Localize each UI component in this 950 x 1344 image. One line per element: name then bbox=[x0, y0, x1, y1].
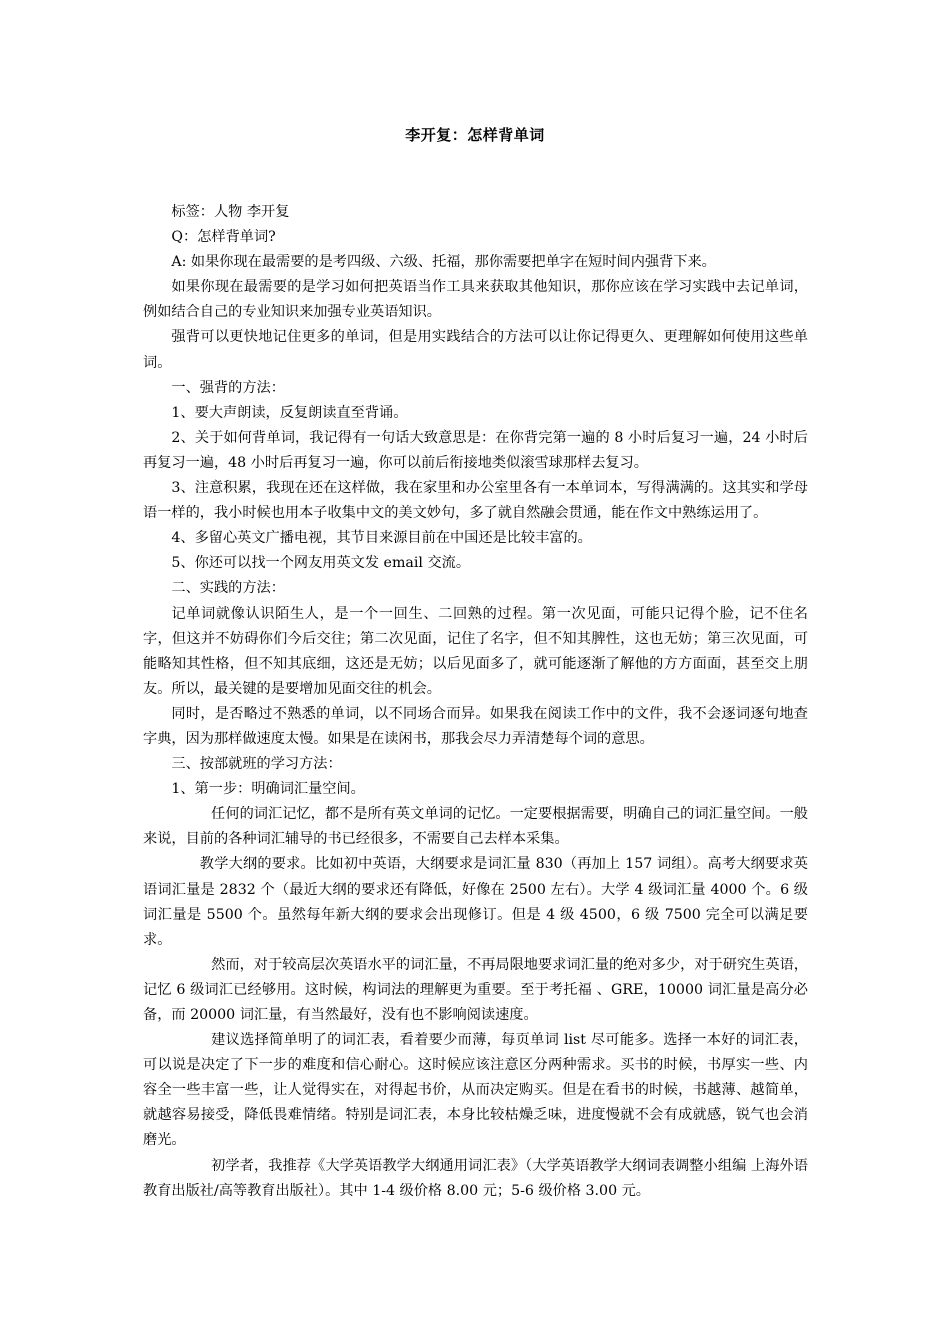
paragraph: 同时，是否略过不熟悉的单词，以不同场合而异。如果我在阅读工作中的文件，我不会逐词逐句地查字典，因为那样做速度太慢。如果是在读闲书，那我会尽力弄清楚每个词的意思。 bbox=[143, 705, 808, 747]
paragraph-question: Q：怎样背单词? bbox=[171, 229, 276, 246]
paragraph-tags: 标签：人物 李开复 bbox=[171, 204, 290, 220]
list-item: 4、多留心英文广播电视，其节目来源目前在中国还是比较丰富的。 bbox=[171, 530, 592, 547]
paragraph: 然而，对于较高层次英语水平的词汇量，不再局限地要求词汇量的绝对多少，对于研究生英语，记忆 6 级词汇已经够用。这时候，构词法的理解更为重要。至于考托福 、GRE，10000 词汇量是高分必备，而 20000 词汇量，有当然最好，没有也不影响阅读速度。 bbox=[143, 956, 808, 1023]
paragraph: 任何的词汇记忆，都不是所有英文单词的记忆。一定要根据需要，明确自己的词汇量空间。一般来说，目前的各种词汇辅导的书已经很多，不需要自己去样本采集。 bbox=[143, 806, 808, 848]
paragraph: 记单词就像认识陌生人，是一个一回生、二回熟的过程。第一次见面，可能只记得个脸，记不住名字，但这并不妨碍你们今后交往；第二次见面，记住了名字，但不知其脾性，这也无妨；第三次见面，可能略知其性格，但不知其底细，这还是无妨；以后见面多了，就可能逐渐了解他的方方面面，甚至交上朋友。所以，最关键的是要增加见面交往的机会。 bbox=[143, 605, 808, 697]
paragraph: 初学者，我推荐《大学英语教学大纲通用词汇表》（大学英语教学大纲词表调整小组编 上海外语教育出版社/高等教育出版社）。其中 1-4 级价格 8.00 元；5-6 级价格 3.00 元。 bbox=[143, 1157, 808, 1199]
list-item: 1、要大声朗读，反复朗读直至背诵。 bbox=[171, 404, 408, 421]
list-item: 5、你还可以找一个网友用英文发 email 交流。 bbox=[171, 555, 471, 572]
paragraph-answer: A: 如果你现在最需要的是考四级、六级、托福，那你需要把单字在短时间内强背下来。 bbox=[171, 254, 716, 271]
section-heading: 二、实践的方法： bbox=[171, 580, 285, 597]
document-title: 李开复：怎样背单词 bbox=[405, 126, 545, 144]
paragraph: 强背可以更快地记住更多的单词，但是用实践结合的方法可以让你记得更久、更理解如何使用这些单词。 bbox=[143, 329, 808, 371]
paragraph: 教学大纲的要求。比如初中英语，大纲要求是词汇量 830（再加上 157 词组）。高考大纲要求英语词汇量是 2832 个（最近大纲的要求还有降低，好像在 2500 左右）。大学 4 级词汇量 4000 个。6 级词汇量是 5500 个。虽然每年新大纲的要求会出现修订。但是 4 级 4500，6 级 7500 完全可以满足要求。 bbox=[143, 856, 808, 948]
section-heading: 三、按部就班的学习方法： bbox=[171, 756, 342, 773]
list-item: 3、注意积累，我现在还在这样做，我在家里和办公室里各有一本单词本，写得满满的。这其实和学母语一样的，我小时候也用本子收集中文的美文妙句，多了就自然融会贯通，能在作文中熟练运用了。 bbox=[143, 480, 808, 522]
paragraph: 如果你现在最需要的是学习如何把英语当作工具来获取其他知识，那你应该在学习实践中去记单词，例如结合自己的专业知识来加强专业英语知识。 bbox=[143, 279, 808, 321]
document-body bbox=[143, 200, 808, 1204]
paragraph: 建议选择简单明了的词汇表，看着要少而薄，每页单词 list 尽可能多。选择一本好的词汇表，可以说是决定了下一步的难度和信心耐心。这时候应该注意区分两种需求。买书的时候，书厚实一些、内容全一些丰富一些，让人觉得实在，对得起书价，从而决定购买。但是在看书的时候，书越薄、越简单，就越容易接受，降低畏难情绪。特别是词汇表，本身比较枯燥乏味，进度慢就不会有成就感，锐气也会消磨光。 bbox=[143, 1032, 808, 1149]
step-heading: 1、第一步：明确词汇量空间。 bbox=[171, 781, 365, 798]
section-heading: 一、强背的方法： bbox=[171, 379, 285, 396]
list-item: 2、关于如何背单词，我记得有一句话大致意思是：在你背完第一遍的 8 小时后复习一遍，24 小时后再复习一遍，48 小时后再复习一遍，你可以前后衔接地类似滚雪球那样去复习。 bbox=[143, 429, 808, 471]
